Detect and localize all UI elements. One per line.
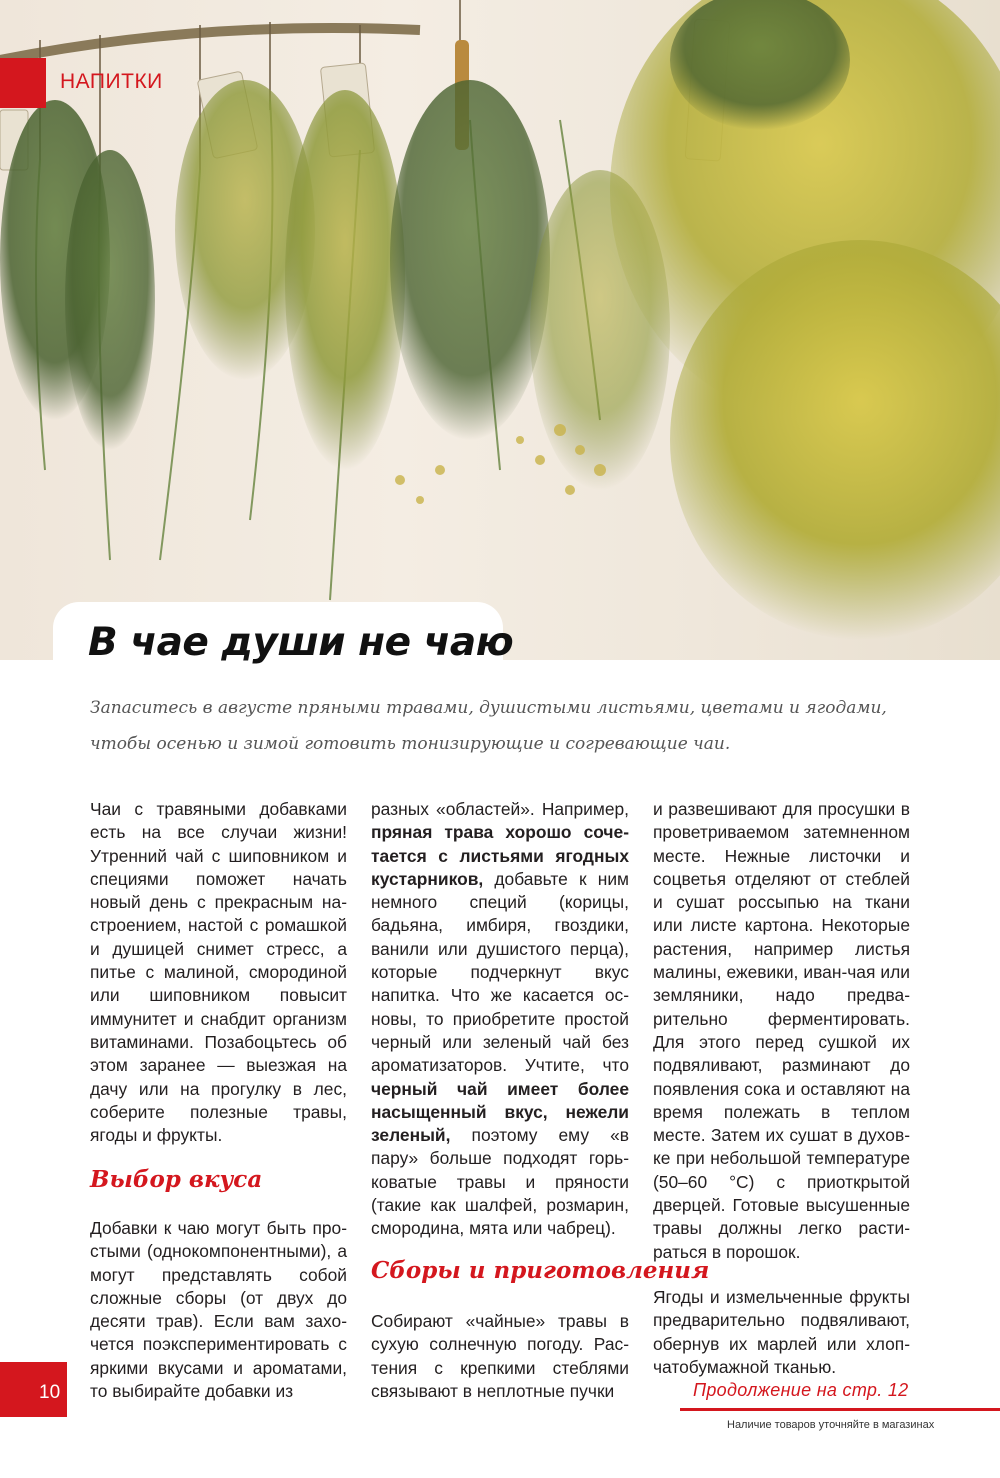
column-1 (90, 798, 347, 1147)
article-title: В чае души не чаю (88, 620, 514, 665)
column-2-paragraph-2: Собирают «чайные» травы в сухую солнечную погоду. Растения с крепкими стеблями связывают в неплотные пучки (371, 1311, 629, 1401)
column-3-paragraph-1: и развешивают для просушки в проветриваемом затемненном месте. Нежные листочки и соцветья отделяют от стеблей и сушат россыпью на ткани или листе картона. Некоторые растения, например листья малины, ежевики, иван-чая или земляники, надо предварительно ферментировать. Для этого перед сушкой их подвяливают, разминают до появления сока и оставляют на время полежать в теплом месте. Затем их сушат в духовке при небольшой температуре (50–60 °С) с приоткрытой дверцей. Готовые высушенные травы должны легко растираться в порошок. (653, 799, 910, 1262)
column-1-part-2 (90, 1217, 347, 1403)
column-2-bold-a: пряная трава хорошо сочетается с листьями ягодных кустарников, (371, 822, 629, 889)
column-2-paragraph-1 (371, 798, 629, 1241)
column-2-text-a: разных «областей». Например, (371, 799, 629, 819)
column-3-paragraph-2: Ягоды и измельченные фрукты предварительно подвяливают, обернув их марлей или хлопчатобумажной тканью. (653, 1286, 910, 1377)
page-number: 10 (39, 1382, 61, 1403)
column-1-paragraph-2: Добавки к чаю могут быть простыми (однокомпонентными), а могут представлять собой сложные сборы (от двух до десяти трав). Если вам захочется поэкспериментировать с яркими вкусами и ароматами, то выбирайте добавки из (90, 1218, 347, 1402)
subhead-collections: Сборы и приготовления (371, 1257, 710, 1284)
column-3 (653, 798, 910, 1379)
column-2 (371, 798, 629, 1241)
column-2-text-c: поэтому ему «в пару» больше подходят горьковатые травы и пряности (такие как шалфей, розмарин, смородина, мята или чабрец). (371, 1125, 629, 1239)
column-2-bold-b: черный чай имеет более насыщенный вкус, нежели зеленый, (371, 1078, 629, 1146)
section-tab (0, 58, 46, 108)
subhead-choice-of-taste: Выбор вкуса (90, 1166, 263, 1193)
column-2-text-b: добавьте к ним немного специй (корицы, бадьяна, имбиря, гвоздики, ванили или душистого перца), которые подчеркнут вкус напитка. Что же касается основы, то приобретите простой черный или зеленый чай без ароматизаторов. Учтите, что (371, 868, 629, 1076)
continued-link[interactable]: Продолжение на стр. 12 (693, 1380, 909, 1400)
footnote: Наличие товаров уточняйте в магазинах (727, 1419, 935, 1431)
continued-rule (680, 1408, 1000, 1411)
section-label: НАПИТКИ (60, 70, 163, 93)
hero-photo (0, 0, 1000, 660)
paragraph-gap (653, 1264, 910, 1286)
dried-herbs-illustration (0, 0, 1000, 660)
column-2-part-2 (371, 1310, 629, 1403)
lead-paragraph: Запаситесь в августе пряными травами, душистыми листьями, цветами и ягодами, чтобы осенью и зимой готовить тонизирующие и согревающие чаи. (90, 698, 887, 754)
column-1-paragraph-1: Чаи с травяными добавками есть на все случаи жизни! Утренний чай с шиповником и специями поможет начать новый день с прекрасным настроением, настой с ромашкой и душицей снимет стресс, а питье с малиной, смородиной или шиповником повысит иммунитет и снабдит организм витаминами. Позабоцьтесь об этом заранее — выезжая на дачу или на прогулку в лес, соберите полезные травы, ягоды и фрукты. (90, 799, 347, 1146)
